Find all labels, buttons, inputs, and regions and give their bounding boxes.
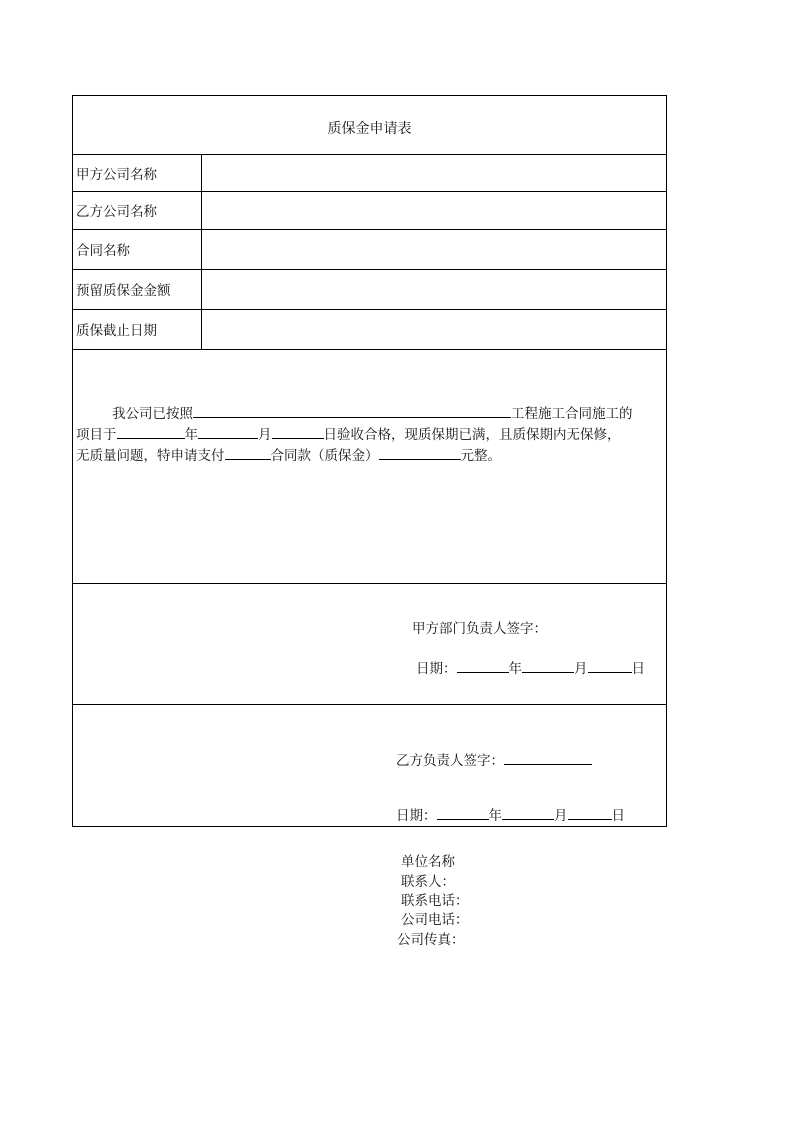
footer-company-phone: 公司电话： [401,912,469,928]
field-label: 预留质保金金额 [76,283,171,299]
statement-text: 我公司已按照 [112,406,193,422]
blank-year[interactable] [457,659,509,673]
date-unit: 日 [611,808,625,824]
field-value-cell[interactable] [201,309,666,349]
blank-day[interactable] [588,659,632,673]
form-title: 质保金申请表 [327,121,412,137]
party-a-date-line [416,657,645,677]
field-value-cell[interactable] [201,191,666,229]
blank-month[interactable] [198,425,258,439]
application-form [72,95,667,827]
blank-year[interactable] [437,806,489,820]
field-label: 甲方公司名称 [76,166,157,183]
field-row-party-a-company [73,154,666,192]
field-value-cell[interactable] [201,154,666,191]
blank-month[interactable] [502,806,554,820]
date-unit: 年 [488,808,502,824]
statement-text: 年 [184,427,198,443]
form-title-row [73,96,666,155]
field-row-party-b-company [73,191,666,230]
blank-year[interactable] [117,425,185,439]
statement-cell [73,349,666,584]
field-label: 质保截止日期 [76,323,157,339]
field-value-cell[interactable] [201,269,666,309]
field-row-retention-amount [73,269,666,310]
field-label: 合同名称 [76,243,130,259]
date-label: 日期： [396,808,437,824]
field-value-cell[interactable] [201,229,666,269]
party-b-signature-cell [73,704,666,826]
party-b-date-line [396,804,625,824]
party-a-signature-cell [73,583,666,705]
blank-day[interactable] [272,425,324,439]
blank-project-name[interactable] [193,404,511,418]
blank-payment[interactable] [225,446,271,460]
footer-company-fax: 公司传真： [397,932,465,948]
statement-text: 月 [258,427,272,443]
party-b-sign-label: 乙方负责人签字： [396,753,504,769]
statement-line-3 [76,444,501,464]
statement-text: 合同款（质保金） [270,448,379,464]
date-unit: 月 [574,661,588,677]
date-unit: 月 [554,808,568,824]
blank-amount[interactable] [379,446,461,460]
footer-contact-phone: 联系电话： [401,893,469,909]
field-row-warranty-end-date [73,309,666,350]
blank-signature[interactable] [504,751,592,765]
statement-line-2 [76,423,621,443]
footer-unit-name: 单位名称 [401,854,455,870]
date-unit: 日 [631,661,645,677]
statement-text: 日验收合格，现质保期已满，且质保期内无保修， [323,427,621,443]
statement-text: 元整。 [460,448,501,464]
field-row-contract-name [73,229,666,270]
party-b-sign-line [396,749,592,769]
date-unit: 年 [508,661,522,677]
blank-day[interactable] [568,806,612,820]
statement-line-1 [112,402,633,422]
footer-contact: 联系人： [401,874,455,890]
statement-text: 无质量问题，特申请支付 [76,448,225,464]
date-label: 日期： [416,661,457,677]
statement-text: 工程施工合同施工的 [511,406,633,422]
blank-month[interactable] [522,659,574,673]
party-a-sign-label: 甲方部门负责人签字： [412,621,547,637]
field-label: 乙方公司名称 [76,204,157,220]
statement-text: 项目于 [76,427,117,443]
